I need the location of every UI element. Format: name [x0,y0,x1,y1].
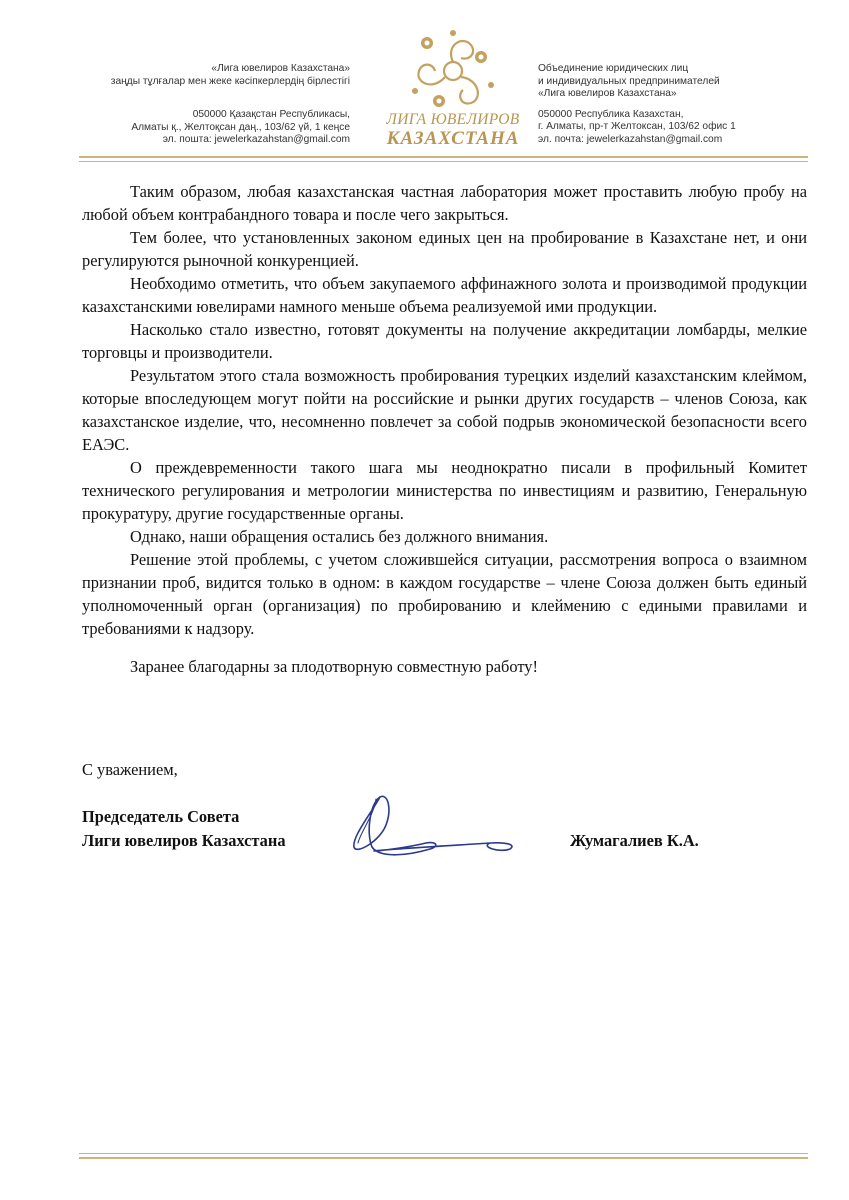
header-left-line: 050000 Қазақстан Республикасы, [192,109,350,120]
logo-text-line2: КАЗАХСТАНА [386,128,520,149]
org-logo [378,27,528,152]
signatory-name: Жумагалиев К.А. [570,831,699,850]
triskelion-logo-icon [405,27,501,113]
header-left-line: «Лига ювелиров Казахстана» [211,63,350,74]
header-right-line: Объединение юридических лиц [538,63,689,74]
body-paragraph: Тем более, что установленных законом единых цен на пробирование в Казахстане нет, и они регулируются рыночной конкуренцией. [82,228,807,270]
header-right-line: «Лига ювелиров Казахстана» [538,88,677,99]
body-paragraph: Результатом этого стала возможность пробирования турецких изделий казахстанским клеймом, которые впоследующем могут пойти на российские и рынки других государств – членов Союза, как казахстанское изделие, что, несомненно повлечет за собой подрыв экономической безопасности всего ЕАЭС. [82,366,807,454]
header-right-line: г. Алматы, пр-т Желтоксан, 103/62 офис 1 [538,121,736,132]
header-right-line: 050000 Республика Казахстан, [538,108,684,120]
footer-divider-thin [79,1153,808,1154]
header-left-line: эл. пошта: jewelerkazahstan@gmail.com [162,134,350,145]
thanks-paragraph: Заранее благодарны за плодотворную совместную работу! [130,657,538,676]
header-left-line: заңды тұлғалар мен жеке кәсіпкерлердің бірлестігі [110,75,350,87]
header-right-line: и индивидуальных предпринимателей [538,75,720,87]
header-right-block [538,63,808,146]
body-paragraph: Насколько стало известно, готовят документы на получение аккредитации ломбарды, мелкие торговцы и производители. [82,320,807,362]
body-paragraph: Необходимо отметить, что объем закупаемого аффинажного золота и производимой продукции казахстанскими ювелирами намного меньше объема реализуемой ими продукции. [82,274,807,316]
body-paragraph: Решение этой проблемы, с учетом сложившейся ситуации, рассмотрения вопроса о взаимном признании проб, видится только в одном: в каждом государстве – члене Союза должен быть единый уполномоченный орган (организация) по пробированию и клеймению с едиными правилами и требованиями к надзору. [82,550,807,638]
header-right-line: эл. почта: jewelerkazahstan@gmail.com [538,133,723,145]
signatory-title-line2: Лиги ювелиров Казахстана [82,831,286,850]
header-divider [79,156,808,158]
body-paragraph: О преждевременности такого шага мы неоднократно писали в профильный Комитет технического регулирования и метрологии министерства по инвестициям и развитию, Генеральную прокуратуру, другие государственные органы. [82,458,807,523]
header-left-block [60,63,350,147]
body-paragraph: Однако, наши обращения остались без должного внимания. [130,527,549,546]
logo-text-line1: ЛИГА ЮВЕЛИРОВ [386,111,520,128]
header-divider-thin [79,161,808,162]
header-left-line: Алматы қ., Желтоқсан даң., 103/62 үй, 1 кеңсе [131,121,350,133]
handwritten-signature [340,785,530,865]
letter-body [82,180,807,678]
signatory-title-line1: Председатель Совета [82,807,240,826]
footer-divider [79,1157,808,1159]
signatory-title [82,805,286,853]
body-paragraph: Таким образом, любая казахстанская частная лаборатория может проставить любую пробу на любой объем контрабандного товара и после чего закрыться. [82,182,807,224]
closing-text: С уважением, [82,760,178,779]
